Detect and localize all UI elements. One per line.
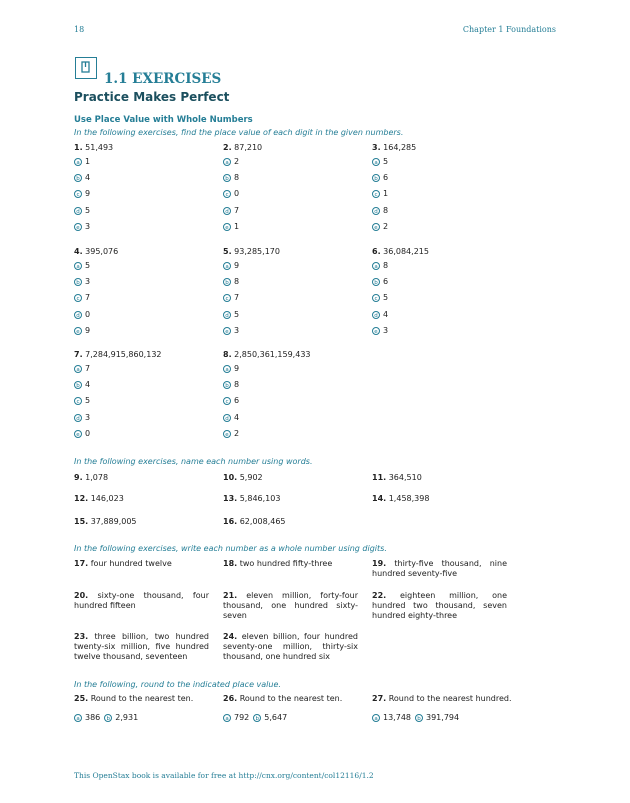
exercise-number: 23. [74, 632, 89, 641]
exercise-number: 3. [372, 143, 381, 152]
exercise-number: 8. [223, 350, 232, 359]
answer-letter-circle-icon: b [104, 714, 112, 722]
digits-exercise [223, 559, 358, 569]
exercise-number: 2. [223, 143, 232, 152]
answer-option [223, 380, 239, 390]
place-value-exercise [223, 350, 311, 360]
digits-instructions: In the following exercises, write each number as a whole number using digits. [74, 544, 387, 553]
exercise-text: Round to the nearest hundred. [386, 694, 512, 703]
chapter-title: Chapter 1 Foundations [462, 25, 556, 34]
answer-option [223, 157, 239, 167]
exercise-text: two hundred fifty-three [237, 559, 333, 568]
subsection-heading: Use Place Value with Whole Numbers [74, 115, 253, 125]
answer-letter-circle-icon: a [223, 262, 231, 270]
exercise-number: 20. [74, 591, 89, 600]
exercise-text: 164,285 [380, 143, 417, 152]
answer-letter-circle-icon: b [415, 714, 423, 722]
answer-option [74, 364, 90, 374]
answer-value: 3 [383, 325, 389, 335]
round-answers [223, 713, 291, 723]
exercise-number: 14. [372, 494, 387, 503]
digits-exercise [223, 591, 358, 622]
answer-letter-circle-icon: e [74, 430, 82, 438]
answer-value: 0 [234, 189, 240, 199]
exercise-number: 4. [74, 247, 83, 256]
answer-letter-circle-icon: b [74, 278, 82, 286]
answer-letter-circle-icon: d [372, 311, 380, 319]
exercise-text: eighteen million, one hundred two thousand, seven hundred eighty-three [372, 591, 507, 621]
words-exercise [372, 494, 429, 504]
answer-option [223, 206, 239, 216]
answer-letter-circle-icon: e [223, 223, 231, 231]
answer-value: 5 [85, 205, 91, 215]
place-value-exercise [74, 247, 118, 257]
answer-letter-circle-icon: a [74, 365, 82, 373]
answer-letter-circle-icon: b [74, 381, 82, 389]
exercise-text: 5,846,103 [237, 494, 281, 503]
answer-letter-circle-icon: a [223, 714, 231, 722]
answer-option [74, 713, 100, 723]
round-exercise [372, 694, 512, 704]
answer-value: 6 [234, 396, 240, 406]
answer-value: 5 [234, 309, 240, 319]
exercise-text: 146,023 [88, 494, 124, 503]
exercise-number: 19. [372, 559, 387, 568]
answer-option [223, 713, 249, 723]
answer-letter-circle-icon: b [223, 174, 231, 182]
answer-value: 6 [383, 277, 389, 287]
answer-letter-circle-icon: d [223, 207, 231, 215]
answer-letter-circle-icon: e [74, 327, 82, 335]
answer-value: 8 [383, 261, 389, 270]
answer-value: 7 [85, 293, 91, 303]
exercise-text: 93,285,170 [231, 247, 280, 256]
answer-option [223, 293, 239, 303]
answer-value: 8 [234, 277, 240, 287]
answer-option [223, 396, 239, 406]
answer-letter-circle-icon: a [223, 365, 231, 373]
exercise-number: 1. [74, 143, 83, 152]
answer-option [372, 293, 388, 303]
answer-letter-circle-icon: e [223, 430, 231, 438]
exercise-text: four hundred twelve [88, 559, 172, 568]
answer-option [372, 326, 388, 336]
answer-value: 3 [85, 221, 91, 231]
answer-option [372, 173, 388, 183]
exercise-text: eleven billion, four hundred seventy-one million, thirty-six thousand, one hundred six [223, 632, 358, 662]
answer-option [372, 713, 411, 723]
answer-letter-circle-icon: c [74, 294, 82, 302]
exercise-text: eleven million, forty-four thousand, one hundred sixty-seven [223, 591, 358, 621]
answer-value: 386 [85, 713, 101, 722]
answer-letter-circle-icon: b [74, 174, 82, 182]
answer-option [372, 310, 388, 320]
exercise-text: 7,284,915,860,132 [82, 350, 162, 359]
answer-value: 1 [85, 157, 91, 166]
answer-option [74, 293, 90, 303]
answer-value: 4 [85, 173, 91, 183]
answer-letter-circle-icon: b [372, 174, 380, 182]
answer-letter-circle-icon: b [372, 278, 380, 286]
answer-letter-circle-icon: c [223, 397, 231, 405]
answer-option [74, 310, 90, 320]
round-exercise [74, 694, 193, 704]
answer-option [74, 157, 90, 167]
answer-letter-circle-icon: b [223, 381, 231, 389]
answer-letter-circle-icon: d [372, 207, 380, 215]
answer-option [223, 261, 239, 271]
exercise-text: sixty-one thousand, four hundred fifteen [74, 591, 209, 611]
place-value-exercise [223, 247, 280, 257]
answer-value: 3 [85, 277, 91, 287]
answer-option [74, 396, 90, 406]
answer-letter-circle-icon: d [74, 414, 82, 422]
practice-heading: Practice Makes Perfect [74, 90, 230, 104]
answer-value: 7 [234, 205, 240, 215]
answer-option [372, 157, 388, 167]
exercise-number: 24. [223, 632, 238, 641]
round-exercise [223, 694, 342, 704]
exercise-text: 62,008,465 [237, 517, 286, 526]
answer-letter-circle-icon: e [223, 327, 231, 335]
answer-value: 4 [383, 309, 389, 319]
exercise-number: 13. [223, 494, 238, 503]
exercise-text: 36,084,215 [380, 247, 429, 256]
exercise-text: 87,210 [231, 143, 263, 152]
answer-option [223, 277, 239, 287]
answer-value: 9 [234, 261, 240, 270]
answer-option [253, 713, 287, 723]
answer-letter-circle-icon: a [74, 158, 82, 166]
words-exercise [223, 473, 263, 483]
place-value-exercise [223, 143, 262, 153]
digits-exercise [372, 591, 507, 622]
answer-option [372, 261, 388, 271]
answer-option [223, 429, 239, 439]
exercise-book-icon [75, 57, 97, 79]
digits-exercise [74, 632, 209, 663]
exercise-number: 18. [223, 559, 238, 568]
exercise-text: thirty-five thousand, nine hundred seventy-five [372, 559, 507, 579]
answer-value: 8 [383, 205, 389, 215]
answer-option [372, 206, 388, 216]
answer-option [74, 173, 90, 183]
round-instructions: In the following, round to the indicated place value. [74, 680, 281, 689]
exercise-text: 37,889,005 [88, 517, 137, 526]
answer-value: 1 [234, 221, 240, 231]
exercise-text: Round to the nearest ten. [237, 694, 343, 703]
answer-letter-circle-icon: d [74, 207, 82, 215]
answer-option [74, 222, 90, 232]
answer-letter-circle-icon: a [74, 714, 82, 722]
exercise-number: 11. [372, 473, 387, 482]
answer-option [74, 277, 90, 287]
words-exercise [74, 517, 137, 527]
answer-option [223, 326, 239, 336]
answer-letter-circle-icon: e [74, 223, 82, 231]
answer-option [223, 364, 239, 374]
exercise-text: 2,850,361,159,433 [231, 350, 311, 359]
answer-letter-circle-icon: c [74, 397, 82, 405]
answer-letter-circle-icon: c [223, 190, 231, 198]
answer-option [223, 310, 239, 320]
words-exercise [74, 494, 124, 504]
exercise-text: three billion, two hundred twenty-six million, five hundred twelve thousand, seventeen [74, 632, 209, 662]
answer-letter-circle-icon: a [372, 714, 380, 722]
answer-letter-circle-icon: c [223, 294, 231, 302]
answer-value: 7 [85, 364, 91, 373]
answer-value: 8 [234, 173, 240, 183]
answer-letter-circle-icon: b [253, 714, 261, 722]
answer-value: 13,748 [383, 713, 411, 722]
answer-value: 9 [85, 325, 91, 335]
answer-letter-circle-icon: c [372, 190, 380, 198]
answer-option [104, 713, 138, 723]
answer-option [372, 222, 388, 232]
answer-value: 7 [234, 293, 240, 303]
exercise-text: 1,078 [82, 473, 109, 482]
answer-option [74, 189, 90, 199]
digits-exercise [74, 591, 209, 611]
words-exercise [372, 473, 422, 483]
answer-option [74, 206, 90, 216]
exercise-text: 395,076 [82, 247, 119, 256]
words-exercise [223, 494, 280, 504]
digits-exercise [223, 632, 358, 663]
exercise-number: 22. [372, 591, 387, 600]
exercise-number: 7. [74, 350, 83, 359]
answer-option [372, 189, 388, 199]
answer-option [74, 429, 90, 439]
answer-option [223, 173, 239, 183]
answer-option [74, 261, 90, 271]
answer-value: 0 [85, 309, 91, 319]
exercise-number: 17. [74, 559, 89, 568]
words-exercise [223, 517, 286, 527]
words-instructions: In the following exercises, name each number using words. [74, 457, 313, 466]
answer-letter-circle-icon: c [372, 294, 380, 302]
answer-option [372, 277, 388, 287]
answer-value: 5 [383, 157, 389, 166]
place-value-instructions: In the following exercises, find the place value of each digit in the given numbers. [74, 128, 404, 137]
answer-letter-circle-icon: d [223, 311, 231, 319]
digits-exercise [372, 559, 507, 579]
answer-value: 3 [85, 412, 91, 422]
answer-value: 9 [234, 364, 240, 373]
exercise-number: 16. [223, 517, 238, 526]
exercise-number: 25. [74, 694, 89, 703]
place-value-exercise [74, 350, 162, 360]
exercise-number: 12. [74, 494, 89, 503]
answer-letter-circle-icon: a [223, 158, 231, 166]
answer-value: 2,931 [115, 713, 139, 722]
page-number: 18 [74, 25, 85, 34]
answer-value: 792 [234, 713, 250, 722]
answer-letter-circle-icon: d [223, 414, 231, 422]
answer-value: 5 [85, 396, 91, 406]
answer-value: 5 [85, 261, 91, 270]
answer-letter-circle-icon: a [372, 158, 380, 166]
answer-value: 5,647 [264, 713, 288, 722]
answer-letter-circle-icon: e [372, 327, 380, 335]
round-answers [372, 713, 463, 723]
answer-value: 2 [383, 221, 389, 231]
exercise-number: 10. [223, 473, 238, 482]
section-title: 1.1 EXERCISES [104, 71, 222, 87]
answer-option [223, 413, 239, 423]
answer-letter-circle-icon: d [74, 311, 82, 319]
answer-letter-circle-icon: c [74, 190, 82, 198]
exercise-number: 6. [372, 247, 381, 256]
answer-option [74, 326, 90, 336]
exercise-text: 51,493 [82, 143, 114, 152]
place-value-exercise [372, 143, 416, 153]
answer-option [223, 222, 239, 232]
exercise-number: 26. [223, 694, 238, 703]
digits-exercise [74, 559, 209, 569]
place-value-exercise [372, 247, 429, 257]
place-value-exercise [74, 143, 113, 153]
exercise-number: 21. [223, 591, 238, 600]
footer-note: This OpenStax book is available for free at http://cnx.org/content/col12116/1.2 [74, 771, 374, 780]
answer-option [223, 189, 239, 199]
exercise-number: 27. [372, 694, 387, 703]
answer-option [415, 713, 459, 723]
answer-value: 8 [234, 380, 240, 390]
answer-option [74, 380, 90, 390]
answer-value: 0 [85, 428, 91, 438]
exercise-text: 364,510 [386, 473, 422, 482]
exercise-number: 9. [74, 473, 83, 482]
exercise-text: 5,902 [237, 473, 263, 482]
exercise-text: 1,458,398 [386, 494, 430, 503]
answer-letter-circle-icon: a [372, 262, 380, 270]
answer-value: 4 [234, 412, 240, 422]
answer-value: 2 [234, 428, 240, 438]
exercise-text: Round to the nearest ten. [88, 694, 194, 703]
answer-letter-circle-icon: a [74, 262, 82, 270]
answer-value: 3 [234, 325, 240, 335]
answer-option [74, 413, 90, 423]
answer-value: 5 [383, 293, 389, 303]
answer-value: 4 [85, 380, 91, 390]
answer-value: 391,794 [426, 713, 460, 722]
exercise-number: 5. [223, 247, 232, 256]
round-answers [74, 713, 142, 723]
answer-value: 6 [383, 173, 389, 183]
exercise-number: 15. [74, 517, 89, 526]
words-exercise [74, 473, 108, 483]
answer-value: 2 [234, 157, 240, 166]
answer-value: 9 [85, 189, 91, 199]
answer-letter-circle-icon: b [223, 278, 231, 286]
answer-value: 1 [383, 189, 389, 199]
answer-letter-circle-icon: e [372, 223, 380, 231]
